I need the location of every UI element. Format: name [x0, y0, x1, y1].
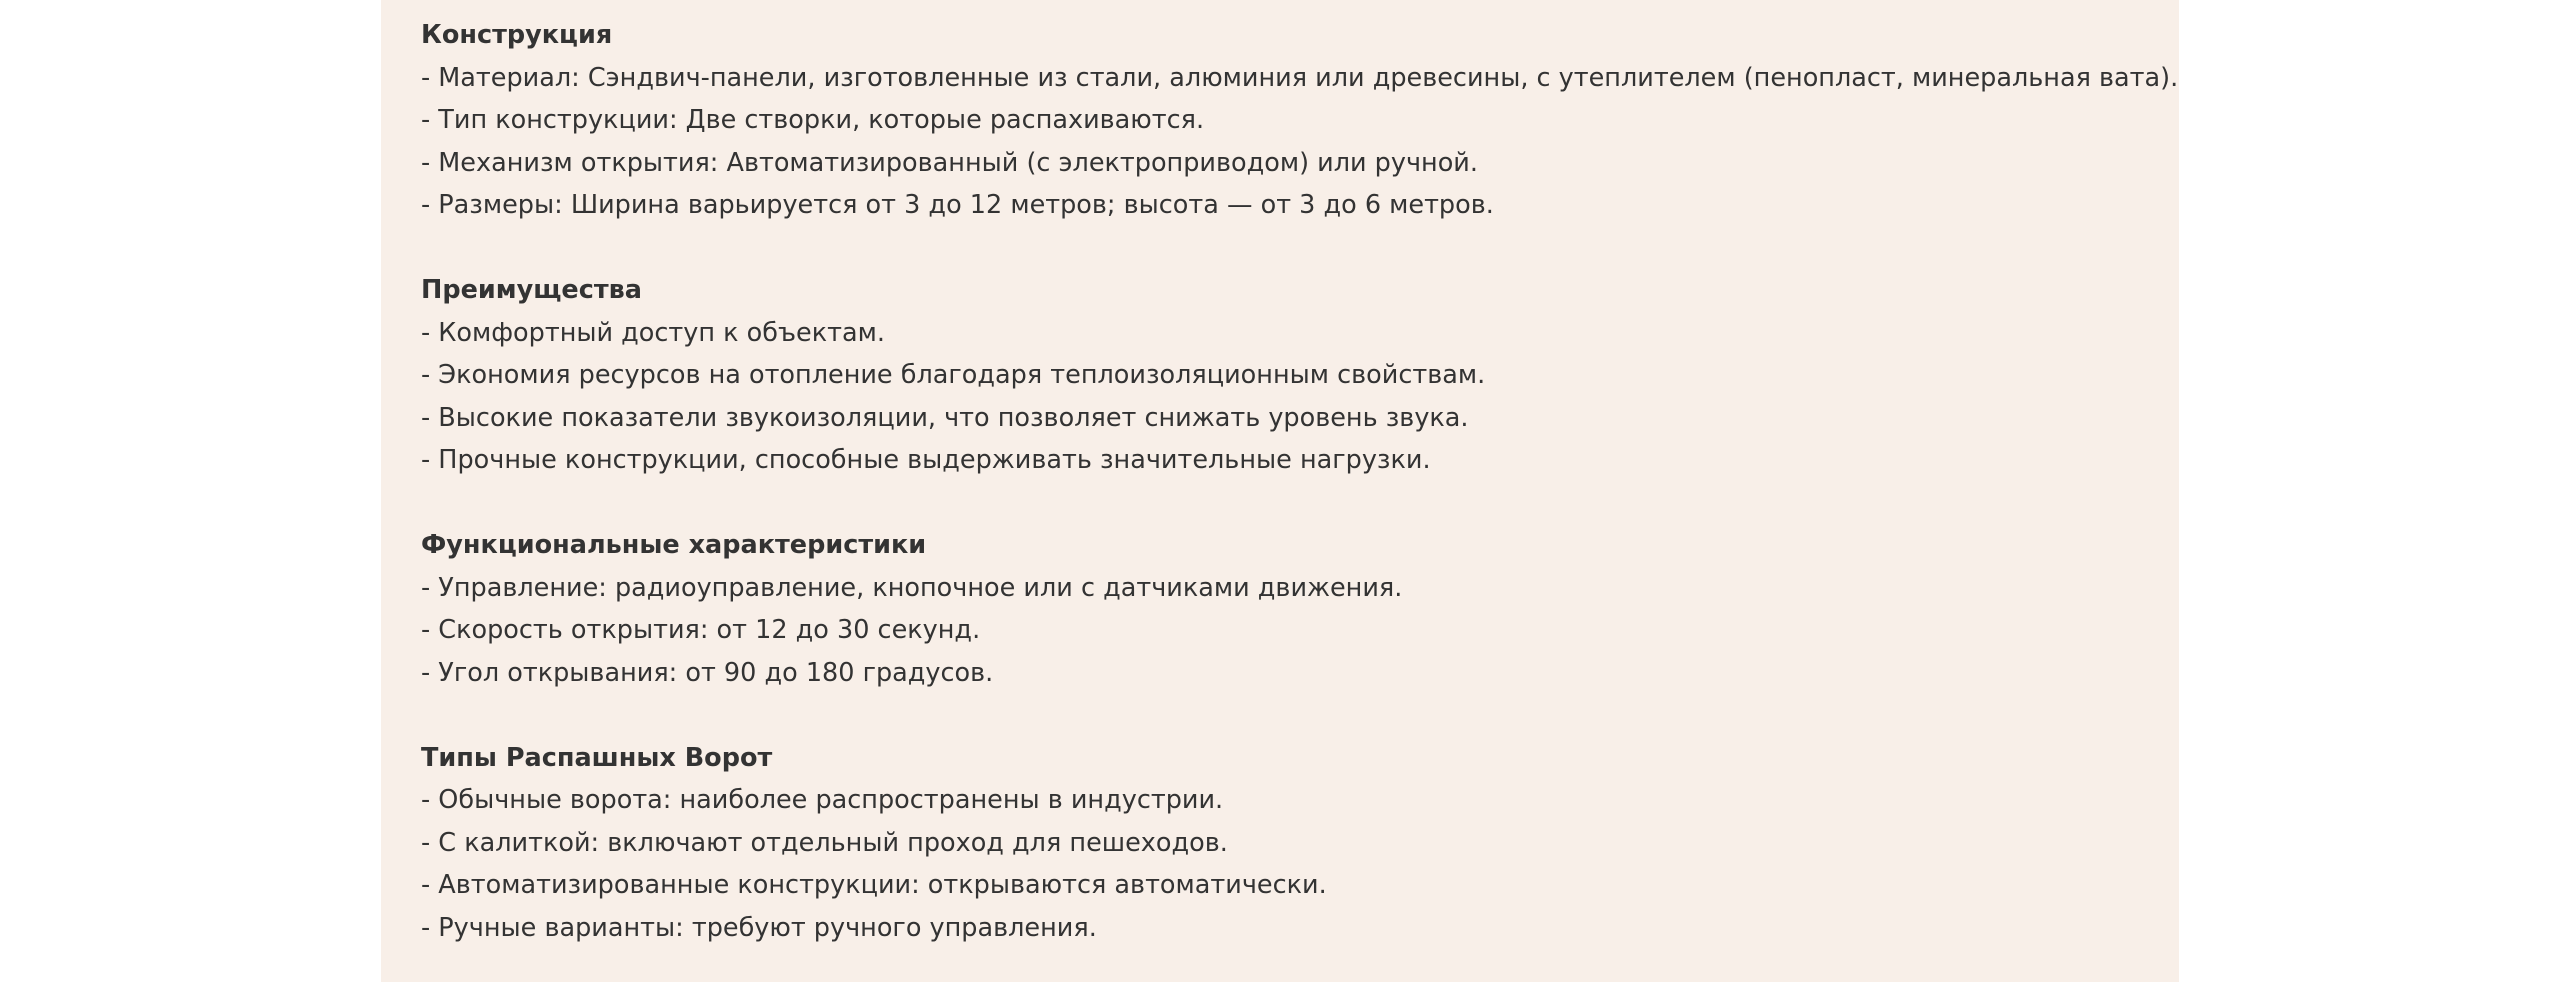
list-item: - Автоматизированные конструкции: открываются автоматически.	[421, 870, 1327, 900]
list-item: - С калиткой: включают отдельный проход для пешеходов.	[421, 827, 1228, 858]
list-item: - Высокие показатели звукоизоляции, что позволяет снижать уровень звука.	[421, 402, 1469, 433]
section-title: Конструкция	[421, 20, 613, 50]
list-item: - Ручные варианты: требуют ручного управления.	[421, 912, 1097, 943]
section-advantages	[421, 269, 2139, 482]
list-item: - Прочные конструкции, способные выдерживать значительные нагрузки.	[421, 445, 1431, 475]
section-gate-types	[421, 737, 2139, 950]
list-item: - Материал: Сэндвич-панели, изготовленные из стали, алюминия или древесины, с утеплителем (пенопласт, минеральная вата).	[421, 62, 2179, 93]
list-item: - Комфортный доступ к объектам.	[421, 317, 885, 348]
section-title: Функциональные характеристики	[421, 530, 927, 560]
list-item: - Угол открывания: от 90 до 180 градусов.	[421, 657, 994, 688]
section-construction	[421, 14, 2179, 227]
list-item: - Управление: радиоуправление, кнопочное или с датчиками движения.	[421, 572, 1403, 603]
section-title: Типы Распашных Ворот	[421, 742, 773, 773]
list-item: - Обычные ворота: наиболее распространены в индустрии.	[421, 785, 1224, 815]
article-content	[381, 0, 2179, 982]
section-title: Преимущества	[421, 275, 642, 305]
section-functional-characteristics	[421, 524, 2139, 694]
list-item: - Скорость открытия: от 12 до 30 секунд.	[421, 615, 981, 645]
list-item: - Тип конструкции: Две створки, которые распахиваются.	[421, 105, 1205, 135]
list-item: - Механизм открытия: Автоматизированный (с электроприводом) или ручной.	[421, 147, 1478, 178]
list-item: - Экономия ресурсов на отопление благодаря теплоизоляционным свойствам.	[421, 360, 1486, 390]
list-item: - Размеры: Ширина варьируется от 3 до 12 метров; высота — от 3 до 6 метров.	[421, 190, 1494, 220]
